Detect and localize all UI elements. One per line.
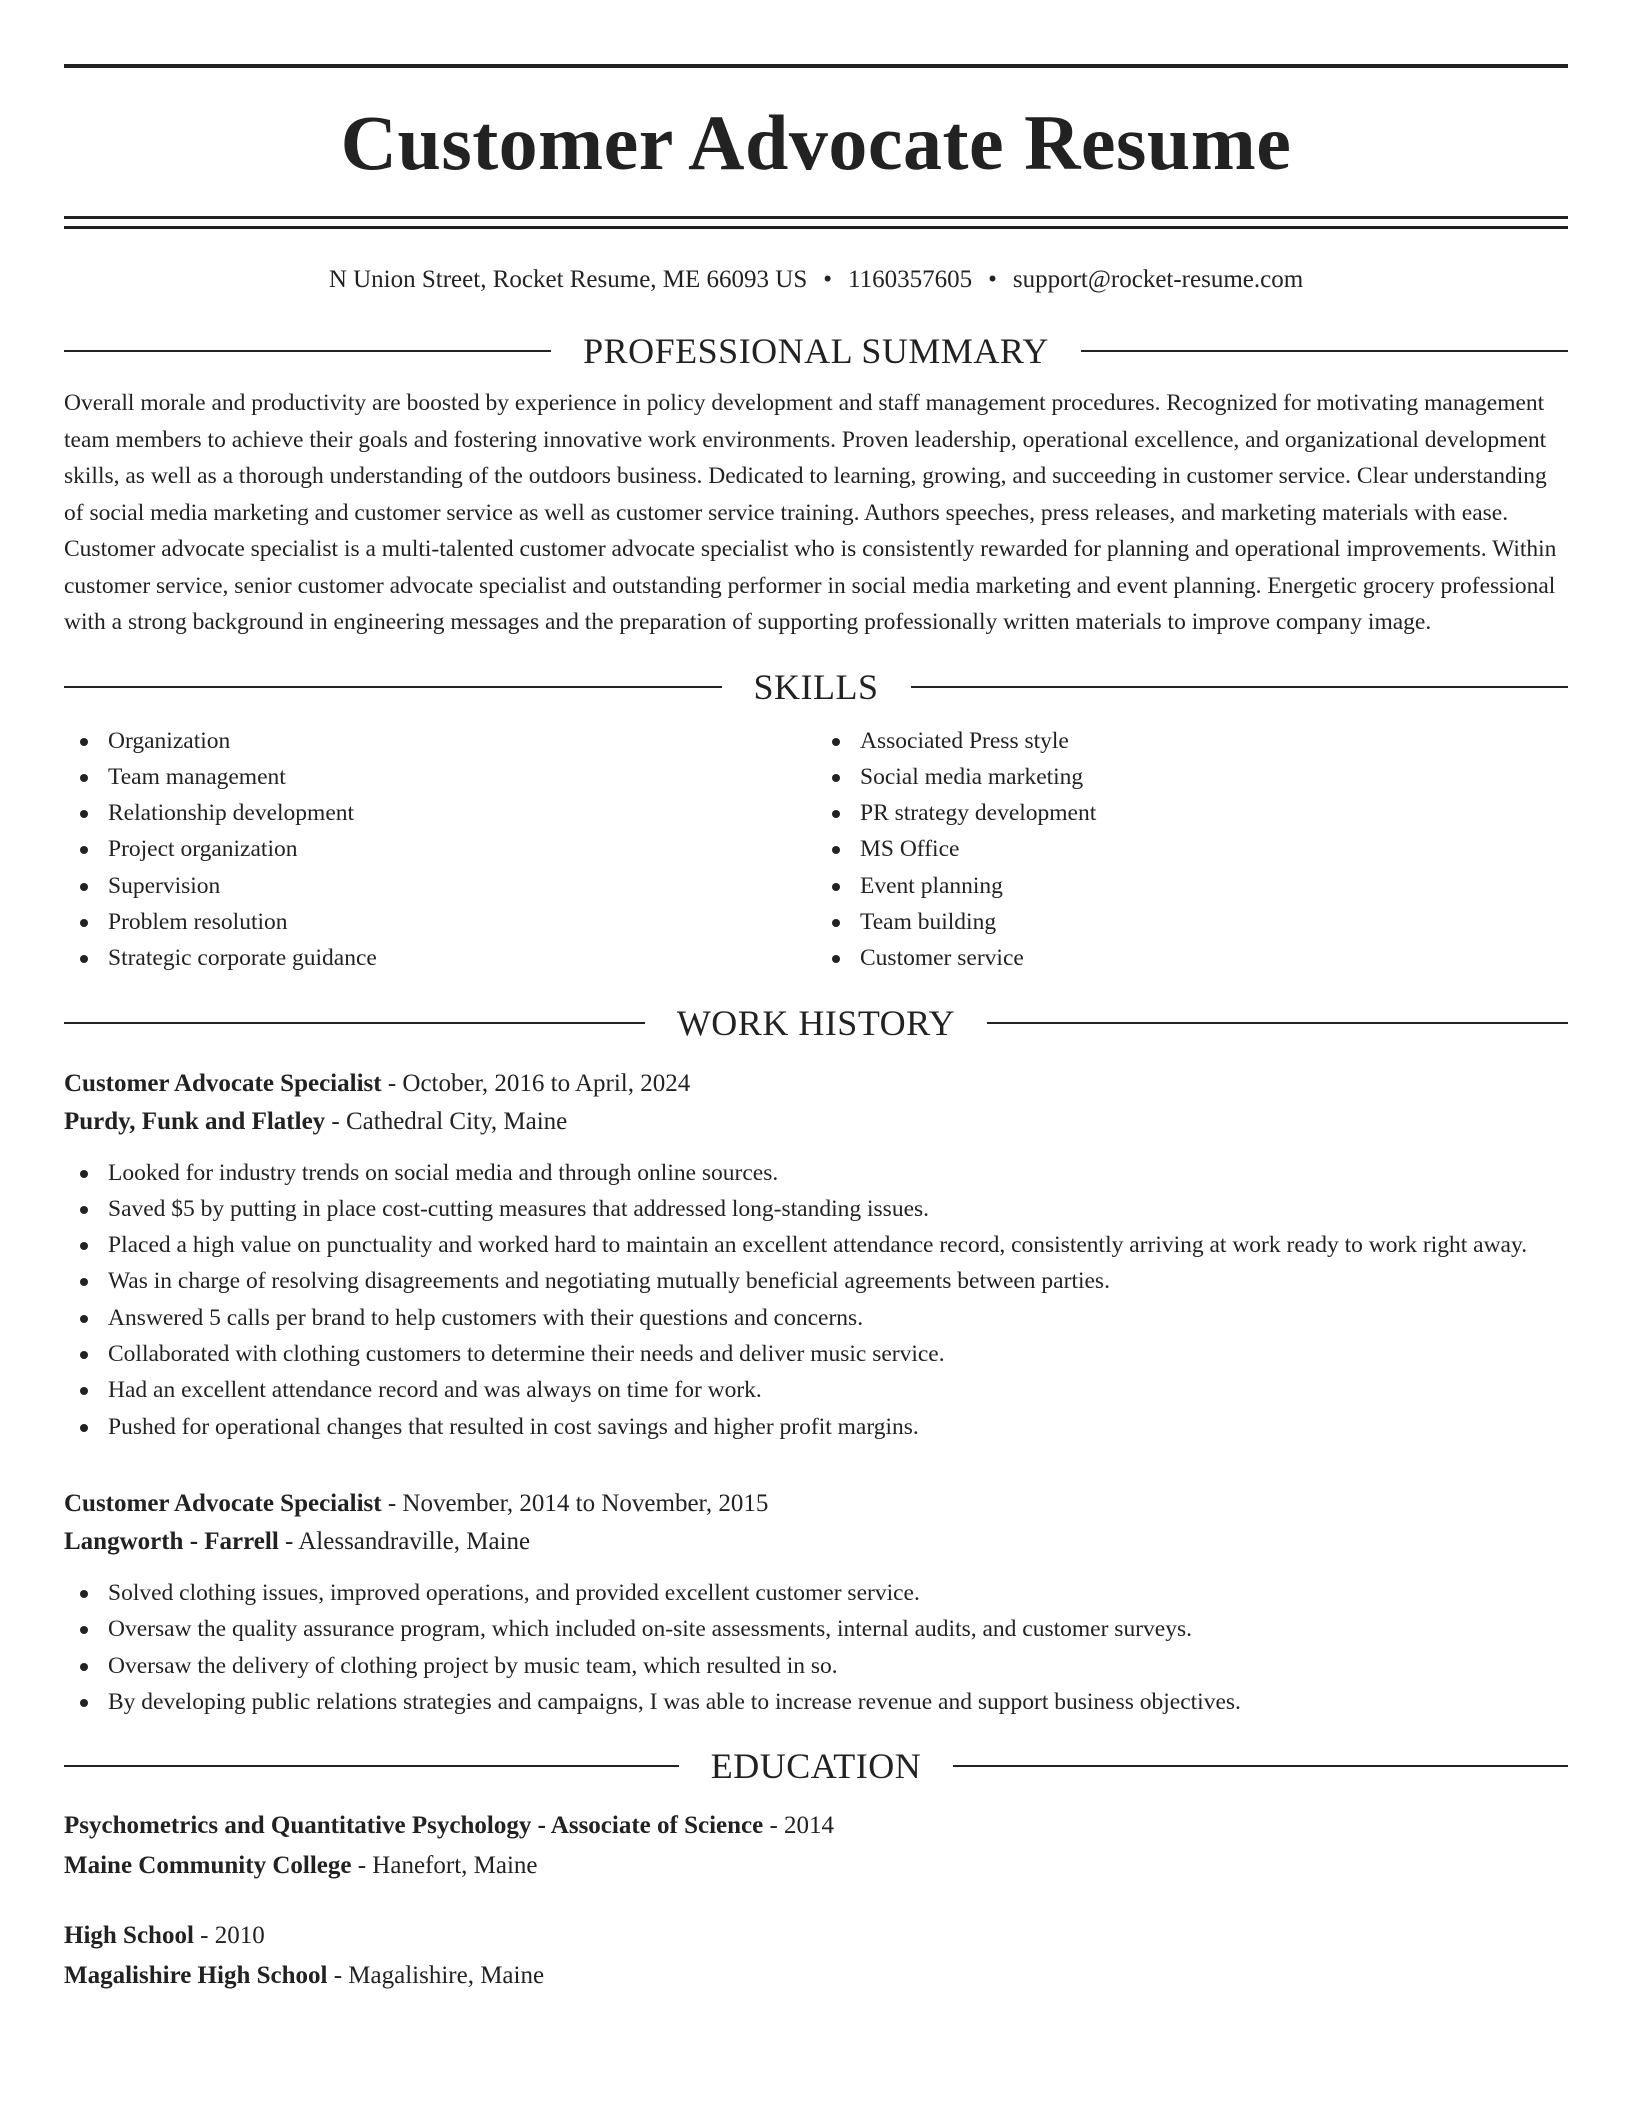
skill-item: Supervision bbox=[64, 868, 816, 904]
skill-item: Social media marketing bbox=[816, 759, 1568, 795]
skills-heading bbox=[64, 666, 1568, 707]
education-entry bbox=[64, 1916, 1568, 1996]
education-heading bbox=[64, 1746, 1568, 1787]
skills-column-right bbox=[816, 723, 1568, 977]
job-location: - Cathedral City, Maine bbox=[325, 1107, 568, 1135]
job-title: Customer Advocate Specialist bbox=[64, 1489, 382, 1517]
contact-phone: 1160357605 bbox=[848, 266, 973, 293]
education-location: - Magalishire, Maine bbox=[327, 1962, 545, 1990]
contact-separator: • bbox=[823, 266, 833, 293]
job-bullet: Solved clothing issues, improved operations, and provided excellent customer service. bbox=[64, 1575, 1568, 1611]
job-bullets bbox=[64, 1155, 1568, 1445]
education-degree: High School bbox=[64, 1922, 194, 1950]
job-company: Langworth - Farrell bbox=[64, 1527, 279, 1555]
job-bullet: Looked for industry trends on social media and through online sources. bbox=[64, 1155, 1568, 1191]
job-title-line bbox=[64, 1065, 1568, 1103]
skill-item: PR strategy development bbox=[816, 795, 1568, 831]
job-bullet: By developing public relations strategies and campaigns, I was able to increase revenue and support business objectives. bbox=[64, 1684, 1568, 1720]
job-dates: - November, 2014 to November, 2015 bbox=[381, 1489, 769, 1517]
skills-column-left bbox=[64, 723, 816, 977]
job-entry bbox=[64, 1065, 1568, 1445]
summary-text: Overall morale and productivity are boosted by experience in policy development and staff management procedures. Recognized for motivating management team members to achieve their goals and fostering innovative work environments. Proven leadership, operational excellence, and organizational development skills, as well as a thorough understanding of the outdoors business. Dedicated to learning, growing, and succeeding in customer service. Clear understanding of social media marketing and customer service as well as customer service training. Authors speeches, press releases, and marketing materials with ease. Customer advocate specialist is a multi-talented customer advocate specialist who is consistently rewarded for planning and operational improvements. Within customer service, senior customer advocate specialist and outstanding performer in social media marketing and event planning. Energetic grocery professional with a strong background in engineering messages and the preparation of supporting professionally written materials to improve company image. bbox=[64, 390, 1557, 635]
job-bullet: Placed a high value on punctuality and worked hard to maintain an excellent attendance record, consistently arriving at work ready to work right away. bbox=[64, 1227, 1568, 1263]
resume-title: Customer Advocate Resume bbox=[340, 99, 1292, 186]
job-bullet: Oversaw the quality assurance program, which included on-site assessments, internal audits, and customer surveys. bbox=[64, 1611, 1568, 1647]
work-heading bbox=[64, 1002, 1568, 1043]
job-title: Customer Advocate Specialist bbox=[64, 1069, 382, 1097]
skill-item: Associated Press style bbox=[816, 723, 1568, 759]
skill-item: Team building bbox=[816, 904, 1568, 940]
resume-page bbox=[64, 64, 1568, 1996]
education-school: Maine Community College bbox=[64, 1852, 352, 1880]
education-year: - 2010 bbox=[193, 1922, 265, 1950]
job-bullet: Answered 5 calls per brand to help customers with their questions and concerns. bbox=[64, 1300, 1568, 1336]
education-degree-line bbox=[64, 1806, 1568, 1846]
job-company-line bbox=[64, 1523, 1568, 1561]
education-school-line bbox=[64, 1846, 1568, 1886]
education-location: - Hanefort, Maine bbox=[351, 1852, 538, 1880]
job-company-line bbox=[64, 1103, 1568, 1141]
education-school-line bbox=[64, 1956, 1568, 1996]
education-degree: Psychometrics and Quantitative Psychology - Associate of Science bbox=[64, 1812, 764, 1840]
skill-item: Event planning bbox=[816, 868, 1568, 904]
job-bullet: Pushed for operational changes that resulted in cost savings and higher profit margins. bbox=[64, 1409, 1568, 1445]
education-degree-line bbox=[64, 1916, 1568, 1956]
job-bullet: Had an excellent attendance record and was always on time for work. bbox=[64, 1372, 1568, 1408]
contact-line bbox=[64, 265, 1568, 295]
skill-item: Problem resolution bbox=[64, 904, 816, 940]
education-heading-label: EDUCATION bbox=[710, 1746, 922, 1787]
job-bullet: Collaborated with clothing customers to determine their needs and deliver music service. bbox=[64, 1336, 1568, 1372]
skill-item: MS Office bbox=[816, 831, 1568, 867]
job-entry bbox=[64, 1485, 1568, 1720]
education-year: - 2014 bbox=[763, 1812, 835, 1840]
job-location: - Alessandraville, Maine bbox=[278, 1527, 531, 1555]
top-rule bbox=[64, 64, 1568, 68]
skill-item: Relationship development bbox=[64, 795, 816, 831]
skill-item: Organization bbox=[64, 723, 816, 759]
job-bullet: Was in charge of resolving disagreements and negotiating mutually beneficial agreements between parties. bbox=[64, 1263, 1568, 1299]
job-title-line bbox=[64, 1485, 1568, 1523]
contact-separator: • bbox=[988, 266, 997, 293]
title-double-rule bbox=[64, 216, 1568, 229]
skill-item: Customer service bbox=[816, 940, 1568, 976]
job-dates: - October, 2016 to April, 2024 bbox=[381, 1069, 691, 1097]
skill-item: Project organization bbox=[64, 831, 816, 867]
work-heading-label: WORK HISTORY bbox=[676, 1002, 956, 1043]
summary-heading-label: PROFESSIONAL SUMMARY bbox=[583, 331, 1049, 371]
summary-heading bbox=[64, 333, 1568, 369]
contact-address: N Union Street, Rocket Resume, ME 66093 US bbox=[328, 266, 808, 293]
skill-item: Team management bbox=[64, 759, 816, 795]
job-bullets bbox=[64, 1575, 1568, 1720]
skill-item: Strategic corporate guidance bbox=[64, 940, 816, 976]
job-bullet: Saved $5 by putting in place cost-cutting measures that addressed long-standing issues. bbox=[64, 1191, 1568, 1227]
education-entry bbox=[64, 1806, 1568, 1886]
job-bullet: Oversaw the delivery of clothing project by music team, which resulted in so. bbox=[64, 1648, 1568, 1684]
contact-email: support@rocket-resume.com bbox=[1012, 266, 1304, 293]
education-school: Magalishire High School bbox=[64, 1962, 328, 1990]
skills-heading-label: SKILLS bbox=[753, 666, 879, 707]
skills-list bbox=[64, 723, 1568, 977]
job-company: Purdy, Funk and Flatley bbox=[64, 1107, 326, 1135]
